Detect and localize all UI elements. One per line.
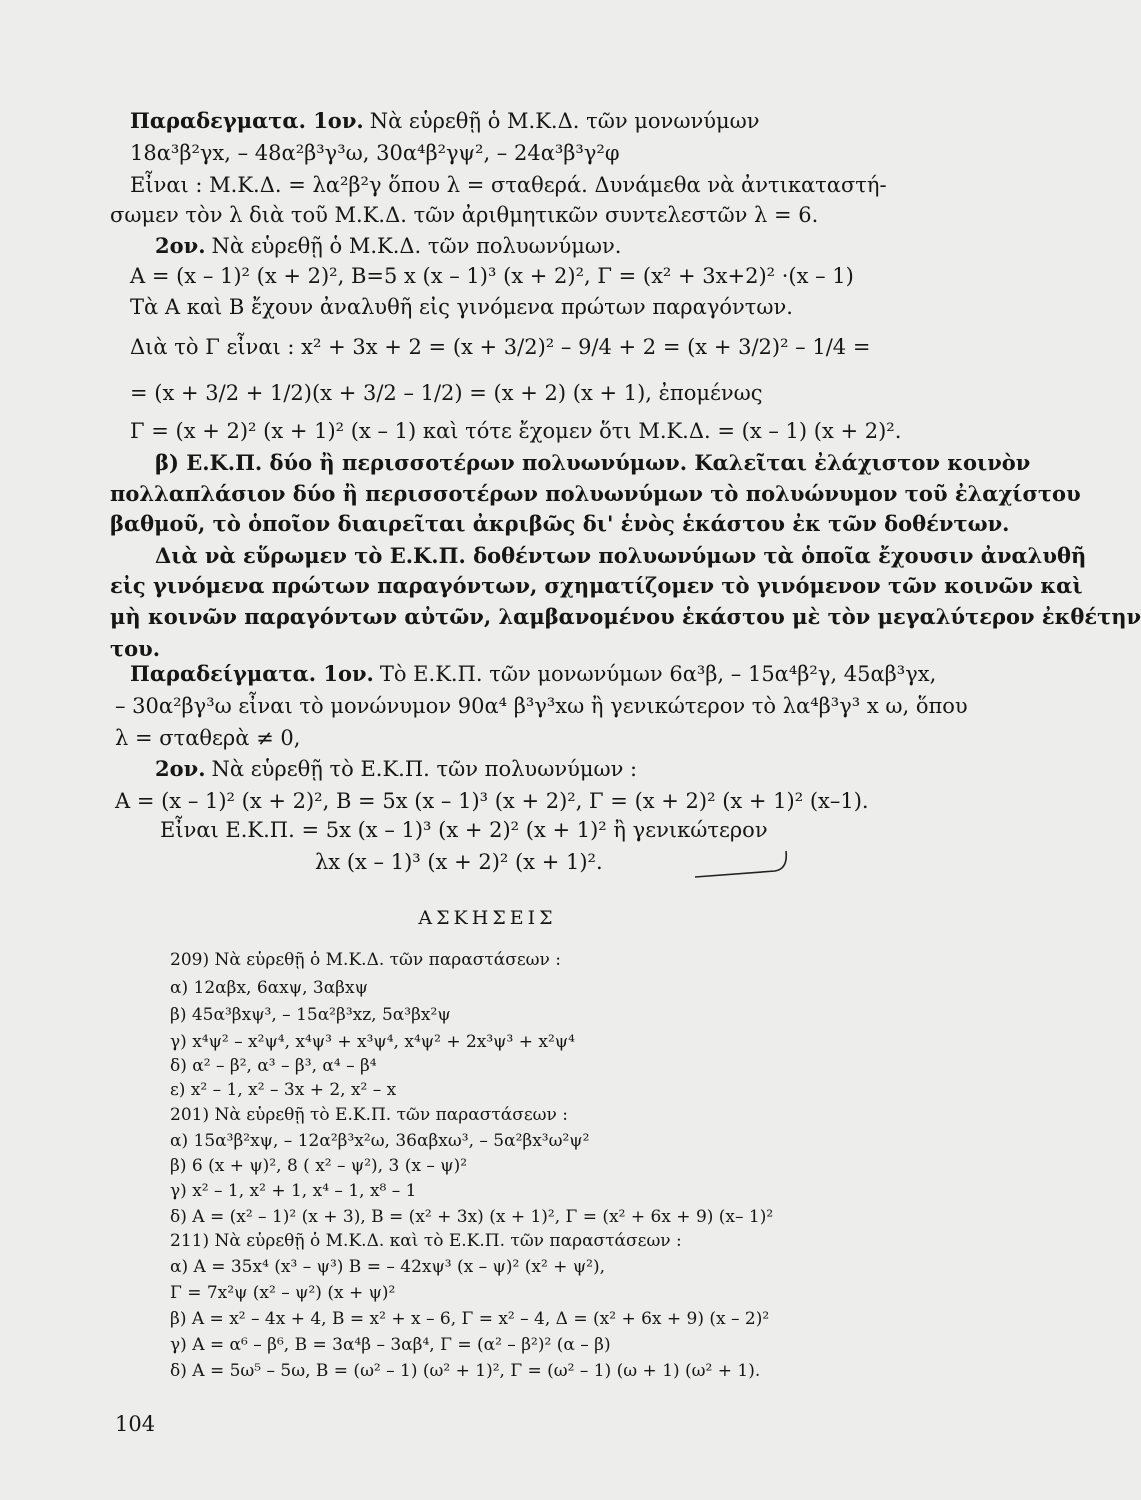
lcm-definition-line4: Διὰ νὰ εὕρωμεν τὸ Ε.Κ.Π. δοθέντων πολυωνύμων τὰ ὁποῖα ἔχουσιν ἀναλυθῆ <box>155 543 1087 568</box>
exercise-201-a: α) 15α³β²xψ, – 12α²β³x²ω, 36αβxω³, – 5α²βx³ω²ψ² <box>170 1131 590 1151</box>
lcm-definition-line1: β) Ε.Κ.Π. δύο ἢ περισσοτέρων πολυωνύμων. Καλεῖται ἐλάχιστον κοινὸν <box>155 450 1031 475</box>
exercise-201-b: β) 6 (x + ψ)², 8 ( x² – ψ²), 3 (x – ψ)² <box>170 1156 468 1176</box>
gcd-example1-terms: 18α³β²γx, – 48α²β³γ³ω, 30α⁴β²γψ², – 24α³β³γ²φ <box>130 141 620 165</box>
lcm-example2-label: 2ον. <box>155 756 206 781</box>
exercise-201-heading: 201) Νὰ εὑρεθῇ τὸ Ε.Κ.Π. τῶν παραστάσεων : <box>170 1105 568 1125</box>
gcd-example2-calc3: Γ = (x + 2)² (x + 1)² (x – 1) καὶ τότε ἔχομεν ὅτι Μ.Κ.Δ. = (x – 1) (x + 2)². <box>130 419 902 443</box>
lcm-definition-line6: μὴ κοινῶν παραγόντων αὐτῶν, λαμβανομένου ἑκάστου μὲ τὸν μεγαλύτερον ἐκθέτην <box>110 604 1141 629</box>
gcd-example2-label: 2ον. <box>155 233 206 258</box>
gcd-example1-result: Εἶναι : Μ.Κ.Δ. = λα²β²γ ὅπου λ = σταθερά. Δυνάμεθα νὰ ἀντικαταστή- <box>130 173 887 197</box>
gcd-example1-result-cont: σωμεν τὸν λ διὰ τοῦ Μ.Κ.Δ. τῶν ἀριθμητικῶν συντελεστῶν λ = 6. <box>110 203 819 227</box>
exercise-211-b: β) Α = x² – 4x + 4, Β = x² + x – 6, Γ = x² – 4, Δ = (x² + 6x + 9) (x – 2)² <box>170 1309 770 1329</box>
exercise-209-heading: 209) Νὰ εὑρεθῇ ὁ Μ.Κ.Δ. τῶν παραστάσεων : <box>170 950 562 970</box>
gcd-example2-calc1: Διὰ τὸ Γ εἶναι : x² + 3x + 2 = (x + 3/2)² – 9/4 + 2 = (x + 3/2)² – 1/4 = <box>130 335 871 359</box>
lcm-example1-cont2: λ = σταθερὰ ≠ 0, <box>115 726 301 750</box>
gcd-example1-intro-text: Νὰ εὑρεθῇ ὁ Μ.Κ.Δ. τῶν μονωνύμων <box>369 109 760 133</box>
gcd-example2-intro-text: Νὰ εὑρεθῇ ὁ Μ.Κ.Δ. τῶν πολυωνύμων. <box>211 234 622 258</box>
gcd-example2-calc2: = (x + 3/2 + 1/2)(x + 3/2 – 1/2) = (x + 2) (x + 1), ἐπομένως <box>130 381 763 405</box>
lcm-definition-line5: εἰς γινόμενα πρώτων παραγόντων, σχηματίζομεν τὸ γινόμενον τῶν κοινῶν καὶ <box>110 573 1083 598</box>
exercise-211-c: γ) Α = α⁶ – β⁶, Β = 3α⁴β – 3αβ⁴, Γ = (α² – β²)² (α – β) <box>170 1335 611 1355</box>
exercise-211-a: α) Α = 35x⁴ (x³ – ψ³) Β = – 42xψ³ (x – ψ)² (x² + ψ²), <box>170 1257 606 1277</box>
lcm-definition-line3: βαθμοῦ, τὸ ὁποῖον διαιρεῖται ἀκριβῶς δι' ἑνὸς ἑκάστου ἐκ τῶν δοθέντων. <box>110 511 1010 536</box>
lcm-examples-heading: Παραδείγματα. 1ον. <box>130 661 374 686</box>
lcm-example2-intro <box>155 756 955 782</box>
exercise-209-a: α) 12αβx, 6αxψ, 3αβxψ <box>170 978 368 998</box>
gcd-example2-note: Τὰ Α καὶ Β ἔχουν ἀναλυθῆ εἰς γινόμενα πρώτων παραγόντων. <box>130 295 793 319</box>
gcd-example2-polynomials: Α = (x – 1)² (x + 2)², Β=5 x (x – 1)³ (x + 2)², Γ = (x² + 3x+2)² ·(x – 1) <box>130 264 854 288</box>
lcm-example2-polynomials: Α = (x – 1)² (x + 2)², Β = 5x (x – 1)³ (x + 2)², Γ = (x + 2)² (x + 1)² (x–1). <box>115 789 869 813</box>
exercise-209-c: γ) x⁴ψ² – x²ψ⁴, x⁴ψ³ + x³ψ⁴, x⁴ψ² + 2x³ψ³ + x²ψ⁴ <box>170 1032 575 1052</box>
gcd-examples-heading: Παραδεγματα. 1ον. <box>130 108 364 133</box>
lcm-example1 <box>130 661 960 687</box>
lcm-example1-cont: – 30α²βγ³ω εἶναι τὸ μονώνυμον 90α⁴ β³γ³xω ἢ γενικώτερον τὸ λα⁴β³γ³ x ω, ὅπου <box>115 694 968 718</box>
exercise-211-heading: 211) Νὰ εὑρεθῇ ὁ Μ.Κ.Δ. καὶ τὸ Ε.Κ.Π. τῶν παραστάσεων : <box>170 1231 682 1251</box>
exercise-201-c: γ) x² – 1, x² + 1, x⁴ – 1, x⁸ – 1 <box>170 1181 417 1201</box>
exercise-209-b: β) 45α³βxψ³, – 15α²β³xz, 5α³βx²ψ <box>170 1005 451 1025</box>
lcm-example2-result-cont: λx (x – 1)³ (x + 2)² (x + 1)². <box>315 850 603 874</box>
handwritten-curve-mark <box>690 845 800 885</box>
exercise-211-a-cont: Γ = 7x²ψ (x² – ψ²) (x + ψ)² <box>170 1283 396 1303</box>
exercise-201-d: δ) Α = (x² – 1)² (x + 3), Β = (x² + 3x) (x + 1)², Γ = (x² + 6x + 9) (x– 1)² <box>170 1207 774 1227</box>
exercises-title: ΑΣΚΗΣΕΙΣ <box>418 907 557 929</box>
gcd-example1-intro <box>130 108 960 134</box>
lcm-example2-result: Εἶναι Ε.Κ.Π. = 5x (x – 1)³ (x + 2)² (x + 1)² ἢ γενικώτερον <box>160 818 768 842</box>
lcm-definition-line2: πολλαπλάσιον δύο ἢ περισσοτέρων πολυωνύμων τὸ πολυώνυμον τοῦ ἐλαχίστου <box>110 481 1081 506</box>
exercise-209-e: ε) x² – 1, x² – 3x + 2, x² – x <box>170 1080 397 1100</box>
exercise-209-d: δ) α² – β², α³ – β³, α⁴ – β⁴ <box>170 1056 377 1076</box>
lcm-example2-intro-text: Νὰ εὑρεθῇ τὸ Ε.Κ.Π. τῶν πολυωνύμων : <box>211 757 638 781</box>
page-number: 104 <box>115 1412 156 1436</box>
gcd-example2-intro <box>155 233 955 259</box>
exercise-211-d: δ) Α = 5ω⁵ – 5ω, Β = (ω² – 1) (ω² + 1)², Γ = (ω² – 1) (ω + 1) (ω² + 1). <box>170 1361 761 1381</box>
lcm-definition-line7: του. <box>110 636 161 661</box>
lcm-example1-text: Τὸ Ε.Κ.Π. τῶν μονωνύμων 6α³β, – 15α⁴β²γ, 45αβ³γx, <box>379 662 937 686</box>
